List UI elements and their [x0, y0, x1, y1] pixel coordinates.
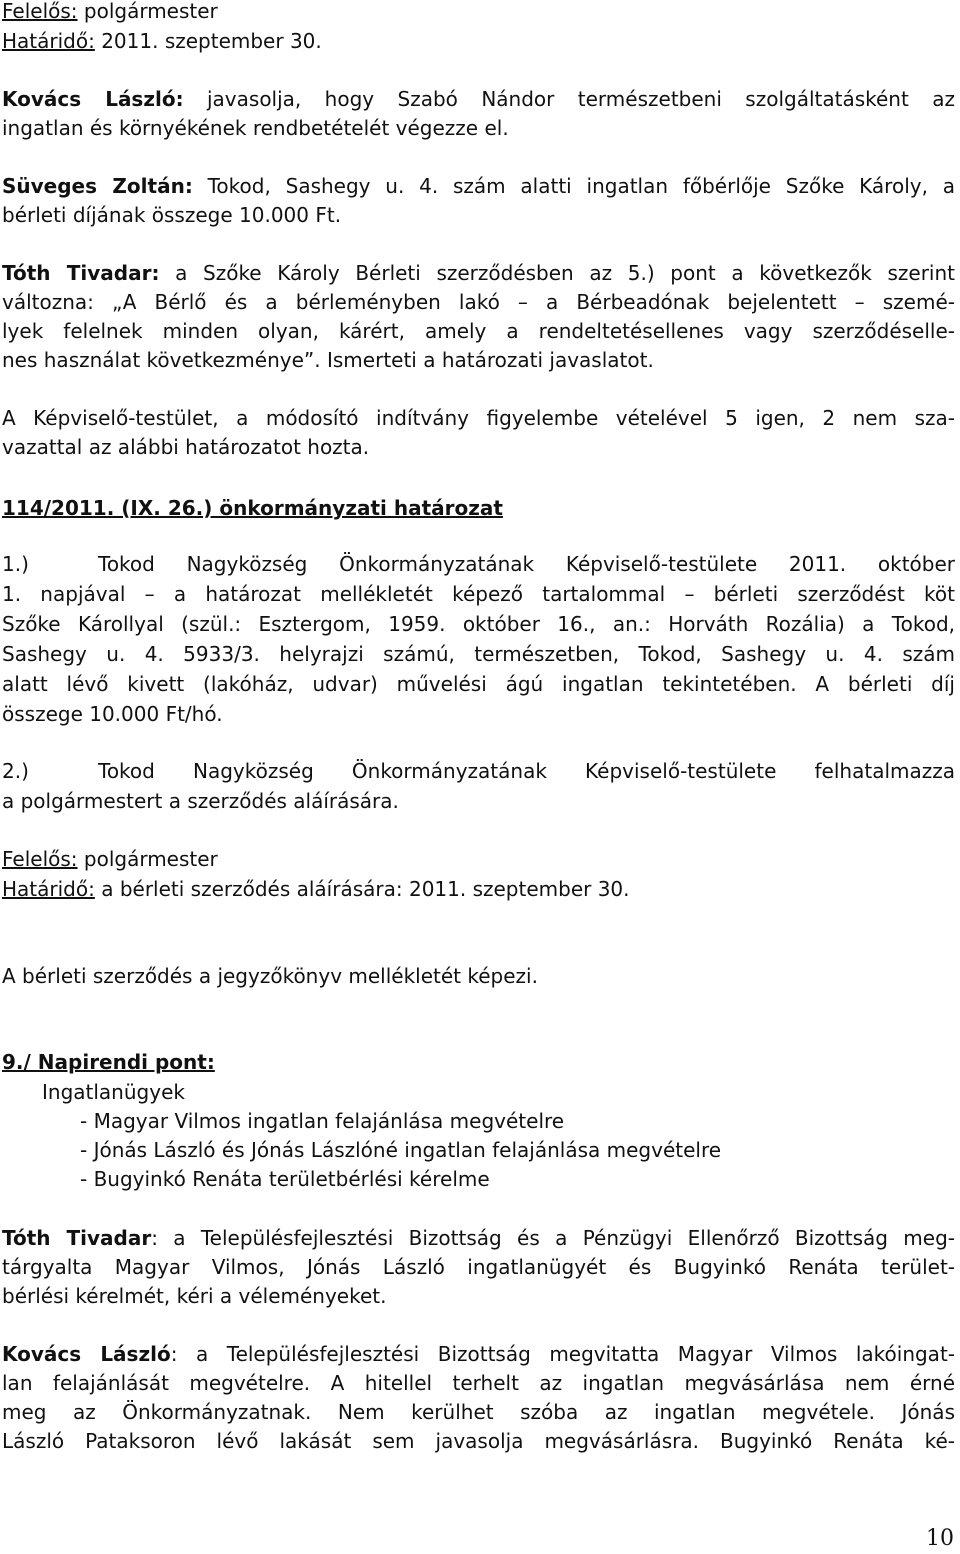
toth2-paragraph-line-1: Tóth Tivadar: a Településfejlesztési Bizottság és a Pénzügyi Ellenőrző Bizottság meg-: [2, 1226, 955, 1250]
speaker-name: Tóth Tivadar:: [2, 261, 160, 285]
agenda-title: 9./ Napirendi pont:: [2, 1050, 215, 1074]
felelos-value: polgármester: [77, 847, 218, 871]
resolution-title: 114/2011. (IX. 26.) önkormányzati határozat: [2, 496, 503, 520]
vote-paragraph-line-2: vazattal az alábbi határozatot hozta.: [2, 435, 370, 459]
item-number: 1.): [2, 552, 29, 576]
item1-line-4: Sashegy u. 4. 5933/3. helyrajzi számú, természetben, Tokod, Sashegy u. 4. szám: [2, 642, 955, 666]
hatarido-label: Határidő:: [2, 877, 95, 901]
item2-line-1: 2.) Tokod Nagyközség Önkormányzatának Képviselő-testülete felhatalmazza: [2, 757, 955, 786]
toth-paragraph-line-4: nes használat következménye”. Ismerteti a határozati javaslatot.: [2, 348, 654, 372]
page-number: 10: [926, 1526, 954, 1551]
speaker-name: Kovács László:: [2, 87, 184, 111]
felelos-line-1: [2, 0, 955, 26]
speaker-name: Tóth Tivadar: [2, 1226, 152, 1250]
item1-line-2: 1. napjával – a határozat mellékletét képező tartalommal – bérleti szerződést köt: [2, 582, 955, 606]
item-number: 2.): [2, 759, 29, 783]
hatarido-value: a bérleti szerződés aláírására: 2011. szeptember 30.: [94, 877, 630, 901]
item1-line-3: Szőke Károllyal (szül.: Esztergom, 1959. október 16., an.: Horváth Rozália) a Tokod,: [2, 612, 955, 636]
kovacs-paragraph-line-2: ingatlan és környékének rendbetételét végezze el.: [2, 116, 509, 140]
toth-paragraph-line-3: lyek felelnek minden olyan, kárért, amely a rendeltetésellenes vagy szerződéselle-: [2, 319, 955, 343]
agenda-item: - Jónás László és Jónás Lászlóné ingatlan felajánlása megvételre: [80, 1138, 722, 1162]
felelos-line-2: [2, 845, 955, 874]
agenda-item: - Magyar Vilmos ingatlan felajánlása megvételre: [80, 1109, 565, 1133]
kovacs2-paragraph-line-4: László Pataksoron lévő lakását sem javasolja megvásárlásra. Bugyinkó Renáta ké-: [2, 1429, 955, 1453]
hatarido-label: Határidő:: [2, 29, 95, 53]
agenda-subtitle: Ingatlanügyek: [42, 1080, 185, 1104]
toth2-paragraph-line-2: tárgyalta Magyar Vilmos, Jónás László ingatlanügyét és Bugyinkó Renáta terület-: [2, 1255, 955, 1279]
felelos-label: Felelős:: [2, 847, 78, 871]
hatarido-value: 2011. szeptember 30.: [94, 29, 322, 53]
hatarido-line-2: [2, 875, 955, 904]
suveges-paragraph-line-2: bérleti díjának összege 10.000 Ft.: [2, 203, 342, 227]
item1-line-6: összege 10.000 Ft/hó.: [2, 702, 223, 726]
toth-paragraph-line-1: Tóth Tivadar: a Szőke Károly Bérleti szerződésben az 5.) pont a következők szerint: [2, 261, 955, 285]
kovacs2-paragraph-line-3: meg az Önkormányzatnak. Nem kerülhet szóba az ingatlan megvétele. Jónás: [2, 1400, 955, 1424]
agenda-item: - Bugyinkó Renáta területbérlési kérelme: [80, 1167, 490, 1191]
item1-line-1: 1.) Tokod Nagyközség Önkormányzatának Képviselő-testülete 2011. október: [2, 550, 955, 579]
toth-paragraph-line-2: változna: „A Bérlő és a bérleményben lakó – a Bérbeadónak bejelentett – szemé-: [2, 290, 955, 314]
speaker-name: Kovács László: [2, 1342, 171, 1366]
kovacs-paragraph-line-1: Kovács László: javasolja, hogy Szabó Nándor természetbeni szolgáltatásként az: [2, 87, 955, 111]
vote-paragraph-line-1: A Képviselő-testület, a módosító indítvány figyelembe vételével 5 igen, 2 nem sza-: [2, 406, 955, 430]
toth2-paragraph-line-3: bérlési kérelmét, kéri a véleményeket.: [2, 1284, 387, 1308]
annex-note: A bérleti szerződés a jegyzőkönyv mellékletét képezi.: [2, 964, 538, 988]
speaker-name: Süveges Zoltán:: [2, 174, 193, 198]
felelos-label: Felelős:: [2, 0, 78, 23]
item1-line-5: alatt lévő kivett (lakóház, udvar) művelési ágú ingatlan tekintetében. A bérleti díj: [2, 672, 955, 696]
kovacs2-paragraph-line-1: Kovács László: a Településfejlesztési Bizottság megvitatta Magyar Vilmos lakóingat-: [2, 1342, 955, 1366]
item2-line-2: a polgármestert a szerződés aláírására.: [2, 789, 399, 813]
suveges-paragraph-line-1: Süveges Zoltán: Tokod, Sashegy u. 4. szám alatti ingatlan főbérlője Szőke Károly, a: [2, 174, 955, 198]
felelos-value: polgármester: [77, 0, 218, 23]
hatarido-line-1: [2, 27, 955, 56]
kovacs2-paragraph-line-2: lan felajánlását megvételre. A hitellel terhelt az ingatlan megvásárlása nem érné: [2, 1371, 955, 1395]
